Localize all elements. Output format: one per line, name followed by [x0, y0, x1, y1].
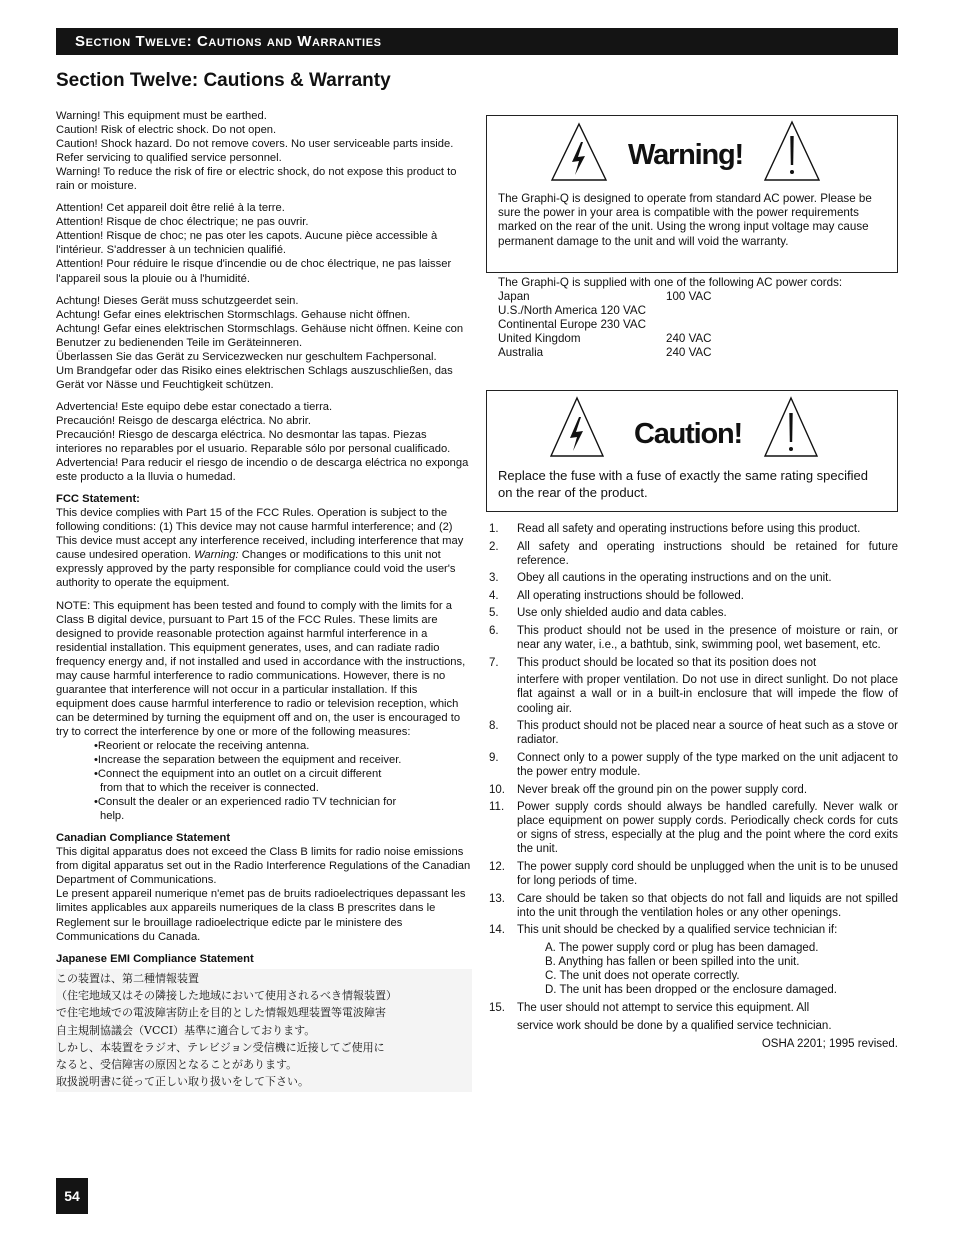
warning-line: Advertencia! Este equipo debe estar conectado a tierra. [56, 400, 333, 413]
list-item [489, 892, 898, 920]
item-number: 8. [489, 720, 499, 733]
exclamation-icon [763, 396, 819, 458]
electric-hazard-icon [549, 396, 605, 458]
item-text: All safety and operating instructions should be retained for future reference. [517, 540, 898, 567]
caution-box [486, 390, 898, 512]
exclamation-icon [763, 120, 821, 182]
power-row [498, 304, 896, 318]
list-item [489, 540, 898, 568]
item-number: 9. [489, 751, 499, 764]
power-row [498, 290, 896, 304]
sub-item: D. The unit has been dropped or the enclosure damaged. [545, 984, 837, 997]
list-item [489, 571, 898, 585]
caution-title: Caution! [634, 418, 742, 450]
measure-continuation: from that to which the receiver is connected. [100, 782, 319, 795]
warning-line: Attention! Cet appareil doit être relié à la terre. [56, 202, 285, 215]
item-text: Power supply cords should always be handled carefully. Never walk or place equipment on power supply cords. Periodically check cords for cuts or signs of stress, especially at the plug and the point where the cord exits the unit. [517, 801, 898, 856]
fcc-statement [56, 492, 472, 590]
japanese-line: で住宅地域での電波障害防止を目的とした情報処理装置等電波障害 [56, 1006, 386, 1020]
page-title: Section Twelve: Cautions & Warranty [56, 70, 391, 91]
item-number [489, 673, 517, 715]
list-item [489, 606, 898, 620]
list-item [489, 860, 898, 888]
item-number: 4. [489, 589, 499, 602]
item-text: Never break off the ground pin on the power supply cord. [517, 783, 808, 796]
warning-line: Achtung! Gefar eines elektrischen Stormschlags. Gehause nicht öffnen. [56, 308, 411, 321]
item-text: The user should not attempt to service this equipment. All [517, 1002, 810, 1015]
section-header-bar [56, 28, 898, 55]
item-number: 3. [489, 572, 499, 585]
section-header-label: Section Twelve: Cautions and Warranties [75, 33, 382, 50]
osha-reference: OSHA 2201; 1995 revised. [761, 1037, 898, 1050]
item-number: 2. [489, 540, 499, 553]
power-row [498, 346, 896, 360]
japanese-line: （住宅地域又はその隣接した地域において使用されるべき情報装置） [56, 988, 397, 1002]
measure-item [56, 809, 472, 823]
french-warnings [56, 201, 472, 285]
canadian-heading: Canadian Compliance Statement [56, 832, 231, 845]
caution-text: Replace the fuse with a fuse of exactly the same rating specified on the rear of the product. [498, 468, 868, 500]
japanese-line: この装置は、第二種情報装置 [56, 971, 199, 985]
item-text: This product should not be used in the presence of moisture or rain, or near any water, i.e., a bathtub, sink, swimming pool, wet basement, etc. [517, 625, 898, 652]
page-number: 54 [56, 1178, 88, 1214]
power-region: Australia [498, 346, 544, 360]
fcc-note [56, 599, 472, 824]
item-number: 13. [489, 892, 505, 905]
warning-line: Warning! To reduce the risk of fire or electric shock, do not expose this product to rain or moisture. [56, 166, 457, 193]
english-warnings [56, 109, 472, 193]
item-text: interfere with proper ventilation. Do not use in direct sunlight. Do not place flat against a wall or in a built-in enclosure that will impede the flow of cooling air. [517, 674, 898, 715]
left-column [56, 109, 472, 1092]
power-intro: The Graphi-Q is supplied with one of the following AC power cords: [498, 276, 843, 289]
power-region: U.S./North America 120 VAC [498, 304, 646, 318]
warning-line: Precaución! Reisgo de descarga eléctrica. No abrir. [56, 414, 311, 427]
sub-item: B. Anything has fallen or been spilled into the unit. [545, 956, 800, 969]
item-text: Use only shielded audio and data cables. [517, 607, 727, 620]
measure-item: •Reorient or relocate the receiving antenna. [94, 739, 310, 752]
canadian-text-fr: Le present appareil numerique n'emet pas de bruits radioelectriques depassant les limites applicables aux appareils numeriques de la class B prescrites dans le Reglement sur le brouillage radioelectrique edicte par le ministere des Communications du Canada. [56, 888, 466, 943]
japanese-line: なると、受信障害の原因となることがあります。 [56, 1058, 298, 1072]
item-number: 1. [489, 523, 499, 535]
item-number: 7. [489, 656, 499, 669]
warning-line: Attention! Risque de choc électrique; ne pas ouvrir. [56, 216, 309, 229]
german-warnings [56, 294, 472, 392]
warning-line: Attention! Risque de choc; ne pas oter les capots. Aucune pièce accessible à l'intérieur. S'addresser à un technicien qualifié. [56, 230, 438, 257]
safety-list [489, 522, 898, 1051]
measure-item: •Consult the dealer or an experienced radio TV technician for [94, 796, 397, 809]
item-text: service work should be done by a qualified service technician. [517, 1019, 832, 1032]
list-item [489, 1019, 898, 1033]
item-number [489, 1019, 517, 1033]
item-text: The power supply cord should be unplugged when the unit is to be unused for long periods of time. [517, 860, 898, 888]
list-item [489, 1001, 898, 1015]
warning-line: Achtung! Gefar eines elektrischen Stormschlags. Gehäuse nicht öffnen. Keine con Benutzer zu bedienenden Teile im Geräteinneren. [56, 322, 464, 349]
item-number: 5. [489, 607, 499, 620]
list-item [489, 719, 898, 747]
warning-line: Advertencia! Para reducir el riesgo de incendio o de descarga eléctrica no exponga este producto a la lluvia o humedad. [56, 457, 469, 484]
item-number: 6. [489, 625, 499, 638]
warning-box [486, 115, 898, 273]
item-text: Care should be taken so that objects do not fall and liquids are not spilled into the unit through the ventilation holes or any other openings. [517, 892, 898, 919]
fcc-body-end: Changes or modifications to this unit not expressly approved by the party responsible for compliance could void the user's authority to operate the equipment. [56, 549, 456, 590]
fcc-heading: FCC Statement: [56, 493, 140, 506]
japanese-heading: Japanese EMI Compliance Statement [56, 952, 254, 965]
fcc-warning-label: Warning: [194, 549, 239, 562]
power-row [498, 332, 896, 346]
power-voltage: 240 VAC [666, 346, 712, 360]
item-number: 11. [489, 801, 505, 814]
fcc-body-start: This device complies with Part 15 of the FCC Rules. Operation is subject to the following conditions: (1) This device may not cause harmful interference; and (2) This device must accept any interference received, including interference that may cause undesired operation. [56, 507, 464, 562]
warning-text: The Graphi-Q is designed to operate from standard AC power. Please be sure the power in your area is compatible with the power requirements marked on the rear of the unit. Using the wrong input voltage may cause permanent damage to the unit and will void the warranty. [498, 192, 872, 248]
warning-line: Precaución! Riesgo de descarga eléctrica. No desmontar las tapas. Piezas interiores no reparables por el usuario. Reparable sólo por personal cualificado. [56, 428, 451, 456]
power-row [498, 318, 896, 332]
item-text: This product should not be placed near a source of heat such as a stove or radiator. [517, 720, 899, 747]
item-text: This unit should be checked by a qualified service technician if: [517, 924, 838, 937]
sub-list [489, 941, 898, 997]
list-item [489, 783, 898, 797]
warning-line: Warning! This equipment must be earthed. [56, 110, 267, 122]
item-number: 12. [489, 860, 505, 873]
list-item [489, 589, 898, 603]
power-voltage: 240 VAC [666, 332, 712, 346]
measure-item: •Increase the separation between the equipment and receiver. [94, 754, 402, 767]
canadian-text-en: This digital apparatus does not exceed the Class B limits for radio noise emissions from digital apparatus set out in the Radio Interference Regulations of the Canadian Department of Communications. [56, 846, 471, 887]
warning-line: Um Brandgefar oder das Risiko eines elektrischen Schlags auszuschließen, das Gerät vor Nässe und Feuchtigkeit schützen. [56, 364, 453, 391]
japanese-statement [56, 952, 472, 1092]
item-number: 10. [489, 783, 505, 796]
sub-item: C. The unit does not operate correctly. [545, 970, 740, 983]
item-text: All operating instructions should be followed. [517, 589, 744, 602]
list-item [489, 656, 898, 670]
japanese-line: 取扱説明書に従って正しい取り扱いをして下さい。 [56, 1075, 309, 1089]
power-voltage: 100 VAC [666, 290, 712, 304]
item-text: This product should be located so that its position does not [517, 656, 817, 669]
note-text: NOTE: This equipment has been tested and found to comply with the limits for a Class B digital device, pursuant to Part 15 of the FCC Rules. These limits are designed to provide reasonable protection against harmful interference in a residential installation. This equipment generates, uses, and can radiate radio frequency energy and, if not installed and used in accordance with the instructions, may cause harmful interference to radio communications. However, there is no guarantee that interference will not occur in a particular installation. If this equipment does cause harmful interference to radio or television reception, which can be determined by turning the equipment off and on, the user is encouraged to try to correct the interference by one or more of the following measures: [56, 599, 466, 738]
canadian-statement [56, 831, 472, 943]
power-cords [498, 276, 896, 361]
list-item [489, 923, 898, 937]
power-region: United Kingdom [498, 332, 581, 346]
electric-hazard-icon [550, 122, 608, 182]
measure-item: •Connect the equipment into an outlet on a circuit different [94, 768, 382, 781]
measure-item [56, 781, 472, 795]
list-item [489, 673, 898, 715]
list-item [489, 624, 898, 652]
item-number: 14. [489, 924, 505, 937]
item-number: 15. [489, 1002, 505, 1015]
japanese-line: しかし、本装置をラジオ、テレビジョン受信機に近接してご使用に [56, 1040, 385, 1054]
measure-continuation: help. [100, 810, 125, 823]
warning-line: Überlassen Sie das Gerät zu Servicezwecken nur geschultem Fachpersonal. [56, 350, 437, 363]
item-text: Read all safety and operating instructions before using this product. [517, 523, 861, 535]
item-text: Obey all cautions in the operating instructions and on the unit. [517, 572, 832, 585]
item-text: Connect only to a power supply of the type marked on the unit adjacent to the power entry module. [517, 751, 898, 778]
japanese-line: 自主規制協議会（VCCI）基準に適合しております。 [56, 1023, 316, 1037]
warning-line: Caution! Risk of electric shock. Do not open. [56, 124, 277, 137]
power-region: Continental Europe 230 VAC [498, 318, 647, 332]
japanese-text-block [56, 969, 472, 1092]
list-item [489, 751, 898, 779]
warning-line: Caution! Shock hazard. Do not remove covers. No user serviceable parts inside. Refer servicing to qualified service personnel. [56, 138, 454, 165]
warning-title: Warning! [628, 139, 743, 171]
list-item [489, 522, 898, 536]
warning-line: Attention! Pour réduire le risque d'incendie ou de choc électrique, ne pas laisser l'appareil sous la plouie ou à l'humidité. [56, 258, 452, 285]
sub-item: A. The power supply cord or plug has been damaged. [545, 941, 819, 954]
warning-line: Achtung! Dieses Gerät muss schutzgeerdet sein. [56, 294, 299, 307]
power-region: Japan [498, 290, 530, 304]
spanish-warnings [56, 400, 472, 484]
list-item [489, 800, 898, 856]
